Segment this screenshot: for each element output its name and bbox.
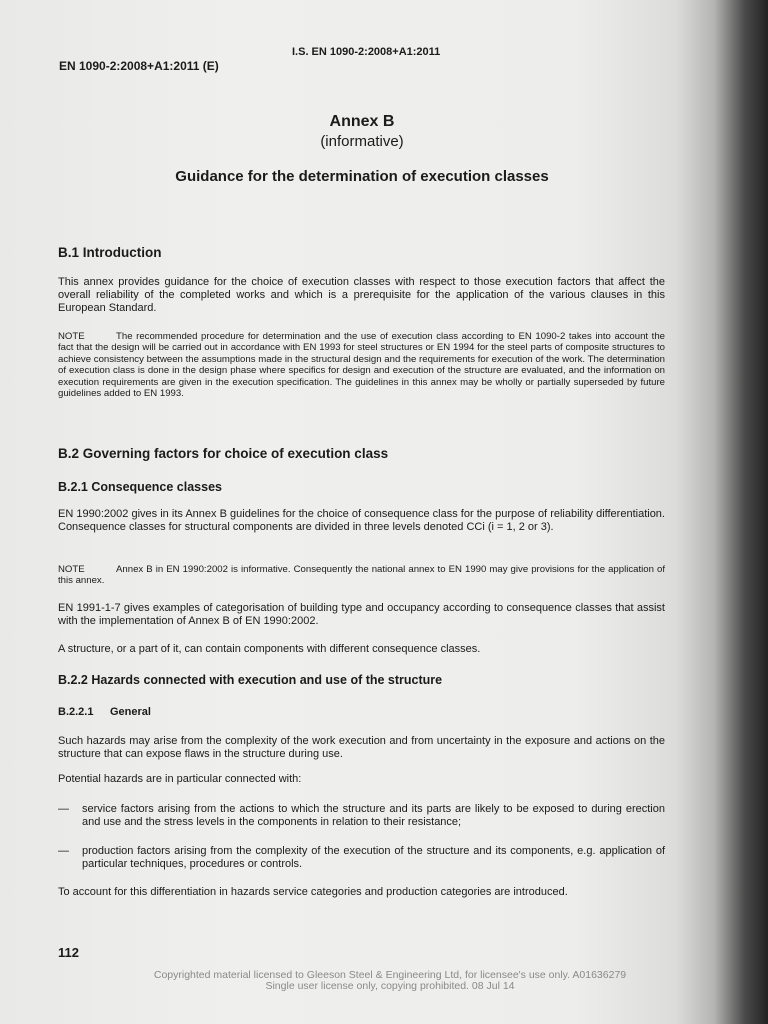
annex-subtitle: (informative) [320, 133, 404, 150]
section-b221-paragraph-1: Such hazards may arise from the complexity of the work execution and from uncertainty in the exposure and actions on the structure that can expose flaws in the structure during use. [58, 735, 665, 760]
dash-bullet: — [58, 845, 69, 857]
section-b221-paragraph-2: Potential hazards are in particular connected with: [58, 773, 302, 785]
copyright-line-1: Copyrighted material licensed to Gleeson Steel & Engineering Ltd, for licensee's use only. A01636279 [153, 969, 627, 981]
section-number: B.2.2.1 [58, 706, 94, 718]
section-b2-heading: B.2 Governing factors for choice of execution class [58, 446, 389, 461]
section-b21-paragraph-2: EN 1991-1-7 gives examples of categorisation of building type and occupancy according to consequence classes that assist with the implementation of Annex B of EN 1990:2002. [58, 602, 665, 627]
list-item-text: service factors arising from the actions to which the structure and its parts are likely to be exposed to during erection and use and the stress levels in the components in relation to their resistance; [82, 803, 665, 828]
list-item-text: production factors arising from the complexity of the execution of the structure and its components, e.g. application of particular techniques, procedures or controls. [82, 845, 665, 870]
page-number: 112 [58, 945, 79, 960]
header-document-id: EN 1090-2:2008+A1:2011 (E) [59, 59, 219, 73]
dash-bullet: — [58, 803, 69, 815]
copyright-line-2: Single user license only, copying prohibited. 08 Jul 14 [265, 980, 515, 992]
section-title: General [110, 706, 151, 718]
section-b1-heading: B.1 Introduction [58, 245, 162, 260]
section-b221-heading [58, 706, 151, 718]
section-b21-paragraph-1: EN 1990:2002 gives in its Annex B guidelines for the choice of consequence class for the purpose of reliability differentiation. Consequence classes for structural components are divided in three levels denoted CCi (i = 1, 2 or 3). [58, 508, 665, 533]
section-b21-heading: B.2.1 Consequence classes [58, 480, 222, 494]
section-b21-note [58, 564, 665, 587]
annex-heading: Guidance for the determination of execution classes [175, 168, 549, 185]
section-b21-paragraph-3: A structure, or a part of it, can contain components with different consequence classes. [58, 643, 481, 655]
section-b1-note [58, 331, 665, 399]
copyright-notice [60, 970, 720, 992]
note-text: The recommended procedure for determination and the use of execution class according to EN 1090-2 takes into account the fact that the design will be carried out in accordance with EN 1993 for steel structures or EN 1994 for the steel parts of composite structures to achieve consistency between the assumptions made in the structural design and the requirements for execution of the work. The determination of execution class is done in the design phase where specifics for design and execution of the structure are evaluated, and the information on execution requirements are given in the execution specification. The guidelines in this annex may be wholly or partially superseded by future guidelines added to EN 1993. [58, 331, 665, 400]
note-label: NOTE [58, 331, 85, 342]
note-text: Annex B in EN 1990:2002 is informative. Consequently the national annex to EN 1990 may give provisions for the application of this annex. [58, 564, 665, 587]
section-b221-paragraph-3: To account for this differentiation in hazards service categories and production categories are introduced. [58, 886, 568, 898]
annex-title: Annex B [329, 113, 395, 130]
list-item [58, 845, 665, 871]
header-standard-id: I.S. EN 1090-2:2008+A1:2011 [292, 46, 441, 58]
section-b22-heading: B.2.2 Hazards connected with execution and use of the structure [58, 673, 443, 687]
list-item [58, 803, 665, 829]
note-label: NOTE [58, 564, 85, 575]
section-b1-paragraph: This annex provides guidance for the choice of execution classes with respect to those execution factors that affect the overall reliability of the completed works and which is a prerequisite for the application of the various clauses in this European Standard. [58, 276, 665, 314]
